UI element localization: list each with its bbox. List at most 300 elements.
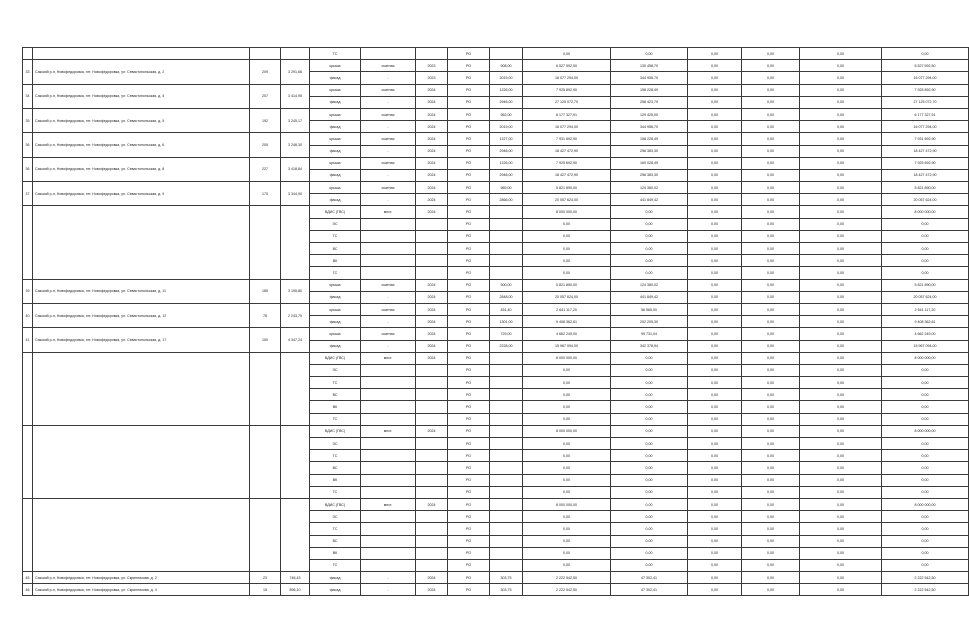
cell-work: ГС <box>310 267 361 279</box>
cell-sum: 8 000 000,00 <box>523 425 611 437</box>
table-row <box>23 133 969 145</box>
cell-v2: 0,00 <box>688 291 742 303</box>
cell-work: фасад <box>310 121 361 133</box>
cell-sum: 0,00 <box>523 255 611 267</box>
cell-floors <box>250 206 281 279</box>
table-row <box>23 279 969 291</box>
cell-v2: 0,00 <box>688 413 742 425</box>
cell-v1: 0,00 <box>611 377 688 389</box>
cell-year: 2024 <box>416 145 448 157</box>
cell-v2: 0,00 <box>688 279 742 291</box>
cell-v2: 0,00 <box>688 401 742 413</box>
cell-v4: 0,00 <box>800 169 882 181</box>
cell-v4: 0,00 <box>800 267 882 279</box>
cell-v3: 0,00 <box>742 218 800 230</box>
cell-src: РО <box>448 498 490 510</box>
cell-n <box>23 206 33 279</box>
cell-sum: 0,00 <box>523 450 611 462</box>
cell-unit: скатная <box>361 328 416 340</box>
cell-year: 2024 <box>416 182 448 194</box>
cell-year <box>416 48 448 60</box>
cell-year: 2024 <box>416 425 448 437</box>
cell-addr: Сакский р-н, Новофедоровка, пгт. Новофедоровка, ул. Севастопольская, д. 4 <box>33 84 250 108</box>
cell-src: РО <box>448 389 490 401</box>
cell-addr: Сакский р-н, Новофедоровка, пгт. Новофедоровка, ул. Севастопольская, д. 5 <box>33 108 250 132</box>
cell-total: 0,00 <box>882 255 969 267</box>
cell-unit: - <box>361 121 416 133</box>
cell-v1: 342 378,94 <box>611 340 688 352</box>
cell-v3: 0,00 <box>742 279 800 291</box>
cell-v2: 0,00 <box>688 267 742 279</box>
cell-addr: Сакский р-н, Новофедоровка, пгт. Новофедоровка, ул. Скрипникова, д. 2 <box>33 572 250 584</box>
cell-unit <box>361 413 416 425</box>
cell-src: РО <box>448 121 490 133</box>
table-row <box>23 182 969 194</box>
cell-total: 27 125 072,70 <box>882 96 969 108</box>
cell-addr: Сакский р-н, Новофедоровка, пгт. Новофедоровка, ул. Севастопольская, д. 6 <box>33 133 250 157</box>
cell-qty <box>490 498 523 510</box>
cell-addr: Сакский р-н, Новофедоровка, пгт. Новофедоровка, ул. Севастопольская, д. 11 <box>33 279 250 303</box>
cell-v4: 0,00 <box>800 243 882 255</box>
cell-v4: 0,00 <box>800 108 882 120</box>
cell-sum: 2 222 542,50 <box>523 572 611 584</box>
cell-unit <box>361 486 416 498</box>
cell-v3: 0,00 <box>742 60 800 72</box>
cell-area: 746,43 <box>281 572 310 584</box>
cell-src: РО <box>448 364 490 376</box>
cell-v2: 0,00 <box>688 230 742 242</box>
cell-sum: 0,00 <box>523 523 611 535</box>
cell-sum: 0,00 <box>523 267 611 279</box>
cell-v3: 0,00 <box>742 547 800 559</box>
cell-sum: 2 641 117,20 <box>523 303 611 315</box>
cell-src: РО <box>448 340 490 352</box>
cell-qty <box>490 486 523 498</box>
cell-v2: 0,00 <box>688 96 742 108</box>
cell-v2: 0,00 <box>688 206 742 218</box>
cell-unit <box>361 559 416 571</box>
cell-src: РО <box>448 547 490 559</box>
cell-v3: 0,00 <box>742 425 800 437</box>
table-row <box>23 425 969 437</box>
table-row <box>23 108 969 120</box>
cell-area: 3 291,66 <box>281 60 310 84</box>
cell-v3: 0,00 <box>742 194 800 206</box>
cell-unit: - <box>361 316 416 328</box>
cell-year: 2024 <box>416 96 448 108</box>
cell-v3: 0,00 <box>742 450 800 462</box>
cell-qty <box>490 243 523 255</box>
cell-total: 2 222 542,50 <box>882 572 969 584</box>
cell-unit <box>361 218 416 230</box>
cell-v2: 0,00 <box>688 486 742 498</box>
cell-unit: скатная <box>361 182 416 194</box>
cell-addr: Сакский р-н, Новофедоровка, пгт. Новофедоровка, ул. Севастопольская, д. 12 <box>33 303 250 327</box>
cell-src: РО <box>448 72 490 84</box>
table-row <box>23 206 969 218</box>
cell-year: 2024 <box>416 108 448 120</box>
cell-v1: 124 380,02 <box>611 182 688 194</box>
cell-floors <box>250 48 281 60</box>
cell-work: крыша <box>310 157 361 169</box>
cell-v2: 0,00 <box>688 462 742 474</box>
cell-floors: 209 <box>250 60 281 84</box>
cell-v1: 344 956,70 <box>611 121 688 133</box>
cell-area <box>281 352 310 425</box>
cell-qty: 900,00 <box>490 279 523 291</box>
cell-v3: 0,00 <box>742 462 800 474</box>
cell-src: РО <box>448 413 490 425</box>
cell-unit: - <box>361 72 416 84</box>
cell-work: ВДИС (ГВС) <box>310 206 361 218</box>
cell-v1: 158 228,49 <box>611 84 688 96</box>
cell-src: РО <box>448 425 490 437</box>
cell-unit: - <box>361 340 416 352</box>
cell-year: 2024 <box>416 328 448 340</box>
cell-year: 2024 <box>416 133 448 145</box>
cell-src: РО <box>448 84 490 96</box>
cell-qty: 2228,00 <box>490 340 523 352</box>
cell-v3: 0,00 <box>742 559 800 571</box>
cell-v4: 0,00 <box>800 291 882 303</box>
cell-total: 20 057 624,00 <box>882 291 969 303</box>
cell-work: ВС <box>310 462 361 474</box>
cell-work: крыша <box>310 328 361 340</box>
cell-work: фасад <box>310 96 361 108</box>
cell-sum: 18 427 472,90 <box>523 145 611 157</box>
cell-v1: 0,00 <box>611 498 688 510</box>
cell-total: 0,00 <box>882 267 969 279</box>
cell-work: ВС <box>310 535 361 547</box>
cell-sum: 4 662 249,00 <box>523 328 611 340</box>
cell-qty <box>490 413 523 425</box>
cell-v2: 0,00 <box>688 535 742 547</box>
table-row <box>23 60 969 72</box>
cell-v2: 0,00 <box>688 425 742 437</box>
cell-total: 0,00 <box>882 364 969 376</box>
cell-total: 7 925 892,90 <box>882 84 969 96</box>
cell-v4: 0,00 <box>800 584 882 596</box>
cell-total: 0,00 <box>882 218 969 230</box>
cell-work: ГС <box>310 413 361 425</box>
cell-floors: 15 <box>250 584 281 596</box>
cell-v3: 0,00 <box>742 169 800 181</box>
cell-src: РО <box>448 255 490 267</box>
cell-v2: 0,00 <box>688 511 742 523</box>
cell-floors <box>250 352 281 425</box>
cell-v1: 130 458,70 <box>611 60 688 72</box>
cell-year <box>416 413 448 425</box>
cell-v4: 0,00 <box>800 364 882 376</box>
cell-v4: 0,00 <box>800 535 882 547</box>
cell-src: РО <box>448 474 490 486</box>
cell-v2: 0,00 <box>688 498 742 510</box>
cell-v3: 0,00 <box>742 157 800 169</box>
cell-total: 5 821 890,00 <box>882 182 969 194</box>
cell-addr: Сакский р-н, Новофедоровка, пгт. Новофедоровка, ул. Севастопольская, д. 9 <box>33 182 250 206</box>
cell-v4: 0,00 <box>800 121 882 133</box>
cell-v2: 0,00 <box>688 352 742 364</box>
cell-v4: 0,00 <box>800 328 882 340</box>
cell-total: 0,00 <box>882 389 969 401</box>
cell-v2: 0,00 <box>688 121 742 133</box>
cell-v3: 0,00 <box>742 438 800 450</box>
cell-qty: 729,00 <box>490 328 523 340</box>
table-row <box>23 584 969 596</box>
cell-unit: - <box>361 96 416 108</box>
cell-v4: 0,00 <box>800 559 882 571</box>
cell-unit <box>361 462 416 474</box>
cell-unit: - <box>361 584 416 596</box>
cell-v1: 124 380,02 <box>611 279 688 291</box>
cell-work: ТС <box>310 230 361 242</box>
cell-work: ЭС <box>310 438 361 450</box>
cell-work: ВК <box>310 474 361 486</box>
cell-src: РО <box>448 450 490 462</box>
cell-src: РО <box>448 108 490 120</box>
cell-src: РО <box>448 486 490 498</box>
cell-unit: - <box>361 145 416 157</box>
cell-year: 2024 <box>416 498 448 510</box>
cell-work: крыша <box>310 303 361 315</box>
cell-floors: 78 <box>250 303 281 327</box>
cell-unit: скатная <box>361 279 416 291</box>
cell-sum: 0,00 <box>523 389 611 401</box>
cell-unit <box>361 364 416 376</box>
cell-qty <box>490 352 523 364</box>
cell-work: ТС <box>310 377 361 389</box>
cell-total: 0,00 <box>882 474 969 486</box>
cell-total: 0,00 <box>882 401 969 413</box>
cell-v1: 256 423,79 <box>611 96 688 108</box>
cell-work: ТС <box>310 48 361 60</box>
cell-qty: 2019,00 <box>490 121 523 133</box>
cell-v3: 0,00 <box>742 377 800 389</box>
cell-addr: Сакский р-н, Новофедоровка, пгт. Новофедоровка, ул. Скрипникова, д. 4 <box>33 584 250 596</box>
cell-total: 9 408 362,61 <box>882 316 969 328</box>
cell-n: 39 <box>23 279 33 303</box>
cell-v4: 0,00 <box>800 425 882 437</box>
cell-qty: 303,75 <box>490 584 523 596</box>
cell-area <box>281 48 310 60</box>
cell-unit: мест. <box>361 425 416 437</box>
cell-work: фасад <box>310 194 361 206</box>
cell-year <box>416 364 448 376</box>
cell-year <box>416 438 448 450</box>
cell-area: 3 418,84 <box>281 157 310 181</box>
cell-floors: 23 <box>250 572 281 584</box>
cell-total: 16 077 294,00 <box>882 72 969 84</box>
cell-v1: 0,00 <box>611 364 688 376</box>
cell-v1: 0,00 <box>611 486 688 498</box>
cell-v2: 0,00 <box>688 169 742 181</box>
cell-work: фасад <box>310 145 361 157</box>
cell-qty: 1227,00 <box>490 133 523 145</box>
cell-work: фасад <box>310 291 361 303</box>
cell-qty: 2848,00 <box>490 291 523 303</box>
cell-v4: 0,00 <box>800 498 882 510</box>
cell-sum: 0,00 <box>523 413 611 425</box>
cell-v4: 0,00 <box>800 303 882 315</box>
cell-src: РО <box>448 60 490 72</box>
cell-v1: 441 849,42 <box>611 194 688 206</box>
cell-sum: 8 000 000,00 <box>523 352 611 364</box>
cell-v3: 0,00 <box>742 243 800 255</box>
cell-unit: скатная <box>361 157 416 169</box>
cell-unit: скатная <box>361 60 416 72</box>
cell-total: 7 925 692,90 <box>882 157 969 169</box>
cell-n: 36 <box>23 157 33 181</box>
cell-sum: 0,00 <box>523 243 611 255</box>
cell-unit: скатная <box>361 303 416 315</box>
cell-sum: 27 125 072,70 <box>523 96 611 108</box>
cell-src: РО <box>448 303 490 315</box>
cell-sum: 20 057 624,00 <box>523 194 611 206</box>
cell-total: 5 821 890,00 <box>882 279 969 291</box>
document-page <box>22 47 937 596</box>
cell-area: 3 195,80 <box>281 279 310 303</box>
cell-year <box>416 547 448 559</box>
cell-v2: 0,00 <box>688 72 742 84</box>
cell-n: 41 <box>23 328 33 352</box>
cell-floors: 207 <box>250 84 281 108</box>
cell-total: 0,00 <box>882 230 969 242</box>
cell-year <box>416 377 448 389</box>
cell-v4: 0,00 <box>800 316 882 328</box>
cell-work: фасад <box>310 169 361 181</box>
cell-qty <box>490 511 523 523</box>
cell-v4: 0,00 <box>800 474 882 486</box>
cell-src: РО <box>448 584 490 596</box>
cell-src: РО <box>448 291 490 303</box>
cell-sum: 6 527 592,50 <box>523 60 611 72</box>
cell-n: 40 <box>23 303 33 327</box>
cell-v2: 0,00 <box>688 340 742 352</box>
cell-n: 35 <box>23 108 33 132</box>
table-row <box>23 84 969 96</box>
cell-unit <box>361 450 416 462</box>
cell-v3: 0,00 <box>742 413 800 425</box>
cell-total: 0,00 <box>882 547 969 559</box>
cell-unit: - <box>361 572 416 584</box>
cell-area <box>281 425 310 498</box>
cell-qty: 2946,00 <box>490 169 523 181</box>
cell-v3: 0,00 <box>742 72 800 84</box>
cell-src: РО <box>448 267 490 279</box>
cell-total: 0,00 <box>882 523 969 535</box>
cell-v1: 158 228,49 <box>611 133 688 145</box>
cell-area: 3 344,90 <box>281 182 310 206</box>
cell-n: 46 <box>23 584 33 596</box>
cell-year <box>416 230 448 242</box>
cell-sum: 16 077 294,00 <box>523 121 611 133</box>
cell-sum: 7 925 892,90 <box>523 84 611 96</box>
cell-total: 8 000 000,00 <box>882 425 969 437</box>
cell-qty: 303,75 <box>490 572 523 584</box>
cell-total: 0,00 <box>882 377 969 389</box>
cell-qty: 451,40 <box>490 303 523 315</box>
cell-unit: - <box>361 291 416 303</box>
cell-work: ГС <box>310 559 361 571</box>
cell-v1: 0,00 <box>611 523 688 535</box>
cell-v1: 47 302,41 <box>611 572 688 584</box>
cell-year: 2024 <box>416 84 448 96</box>
cell-v3: 0,00 <box>742 584 800 596</box>
cell-total: 0,00 <box>882 559 969 571</box>
cell-unit: мест. <box>361 352 416 364</box>
cell-src: РО <box>448 133 490 145</box>
table-row <box>23 303 969 315</box>
cell-area: 4 347,24 <box>281 328 310 352</box>
cell-year <box>416 511 448 523</box>
table-row <box>23 48 969 60</box>
cell-v2: 0,00 <box>688 84 742 96</box>
cell-total: 0,00 <box>882 438 969 450</box>
cell-v4: 0,00 <box>800 462 882 474</box>
cell-n <box>23 48 33 60</box>
cell-src: РО <box>448 352 490 364</box>
cell-addr <box>33 48 250 60</box>
cell-v3: 0,00 <box>742 511 800 523</box>
cell-work: ЭС <box>310 218 361 230</box>
cell-work: крыша <box>310 108 361 120</box>
cell-qty <box>490 206 523 218</box>
cell-sum: 16 077 294,00 <box>523 72 611 84</box>
cell-sum: 0,00 <box>523 486 611 498</box>
cell-v3: 0,00 <box>742 389 800 401</box>
cell-unit: - <box>361 169 416 181</box>
cell-v1: 0,00 <box>611 218 688 230</box>
cell-v3: 0,00 <box>742 206 800 218</box>
cell-v3: 0,00 <box>742 352 800 364</box>
cell-n <box>23 352 33 425</box>
cell-total: 0,00 <box>882 413 969 425</box>
cell-year: 2024 <box>416 572 448 584</box>
cell-unit <box>361 230 416 242</box>
cell-v2: 0,00 <box>688 377 742 389</box>
cell-total: 0,00 <box>882 486 969 498</box>
cell-total: 0,00 <box>882 535 969 547</box>
cell-unit <box>361 48 416 60</box>
cell-sum: 15 967 094,00 <box>523 340 611 352</box>
cell-v4: 0,00 <box>800 230 882 242</box>
cell-year <box>416 401 448 413</box>
cell-v1: 0,00 <box>611 352 688 364</box>
cell-work: фасад <box>310 572 361 584</box>
cell-total: 6 177 327,91 <box>882 108 969 120</box>
cell-qty: 2866,00 <box>490 194 523 206</box>
cell-v3: 0,00 <box>742 84 800 96</box>
cell-floors: 227 <box>250 157 281 181</box>
cell-v3: 0,00 <box>742 267 800 279</box>
cell-src: РО <box>448 401 490 413</box>
table-row <box>23 157 969 169</box>
cell-year: 2024 <box>416 316 448 328</box>
cell-v3: 0,00 <box>742 303 800 315</box>
cell-qty: 2019,00 <box>490 72 523 84</box>
cell-sum: 0,00 <box>523 218 611 230</box>
cell-work: ЭС <box>310 364 361 376</box>
cell-v1: 0,00 <box>611 450 688 462</box>
cell-qty <box>490 547 523 559</box>
cell-n: 36 <box>23 133 33 157</box>
cell-v1: 256 383,30 <box>611 145 688 157</box>
cell-qty <box>490 474 523 486</box>
cell-n <box>23 498 33 571</box>
cell-v2: 0,00 <box>688 547 742 559</box>
cell-v3: 0,00 <box>742 523 800 535</box>
cell-v4: 0,00 <box>800 72 882 84</box>
